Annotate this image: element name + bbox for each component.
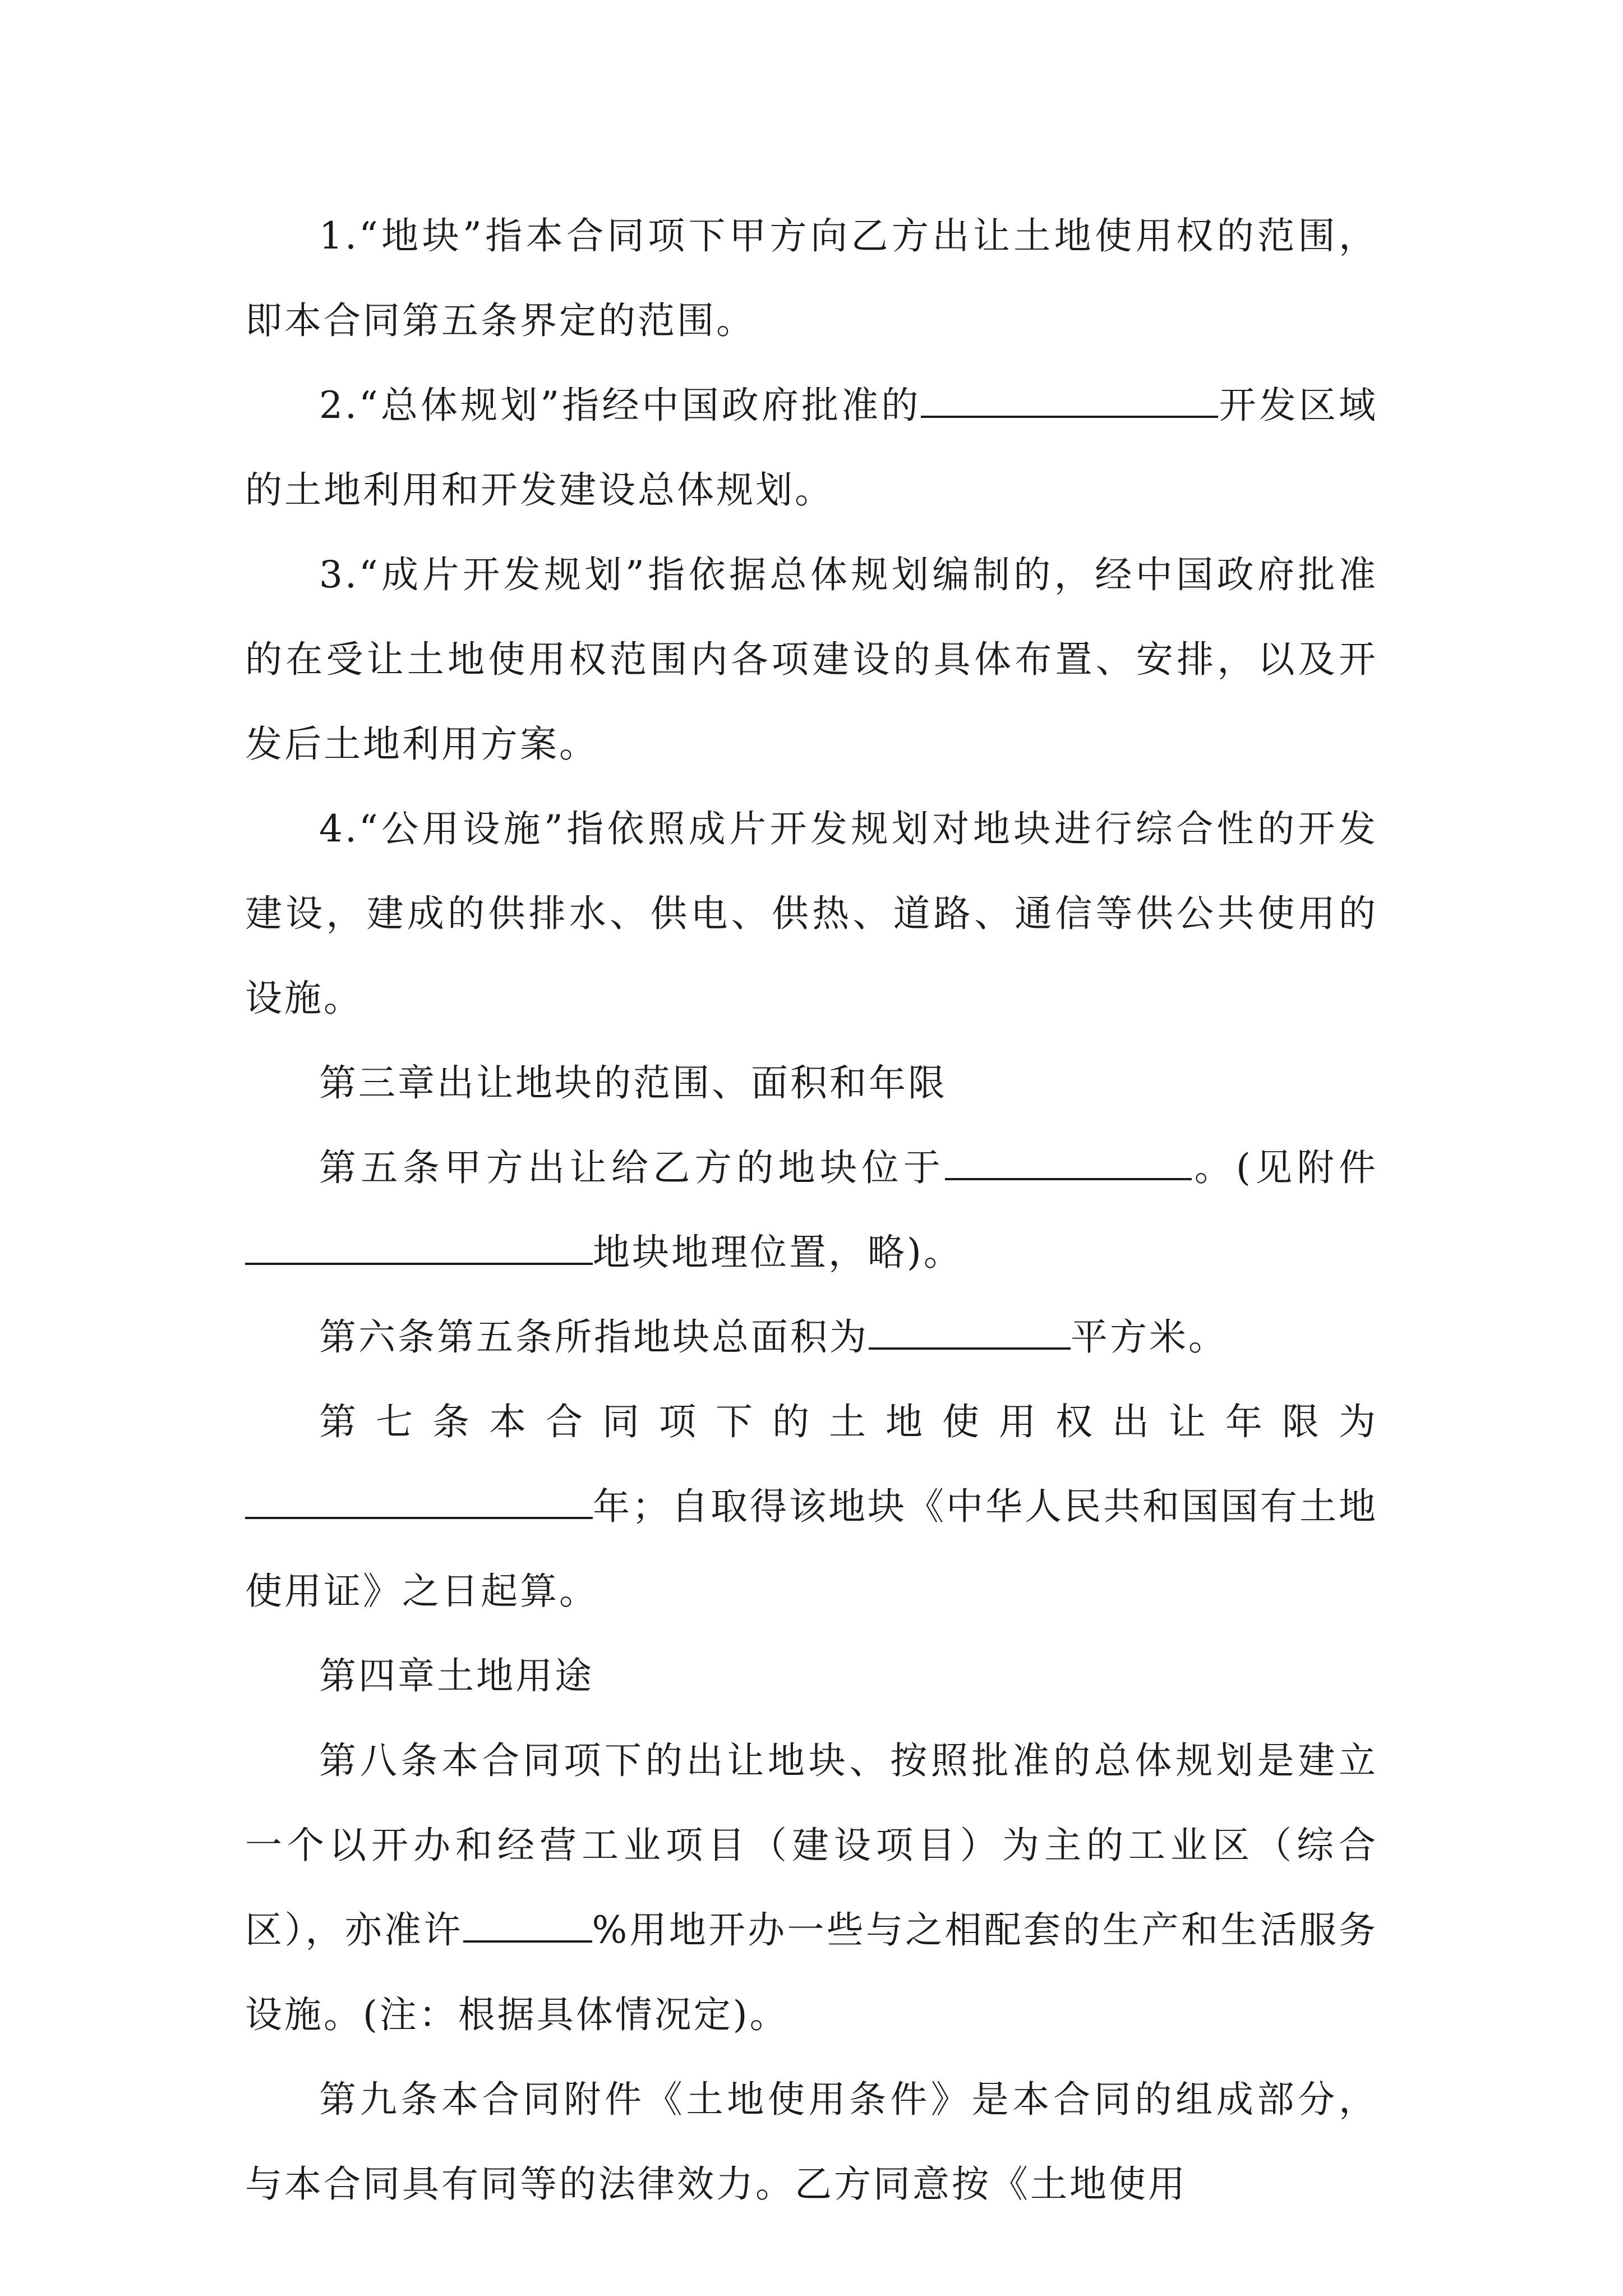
paragraph	[245, 532, 1378, 786]
paragraph	[245, 194, 1378, 363]
paragraph-text: 第七条本合同项下的土地使用权出让年限为	[319, 1400, 1378, 1443]
paragraph-text: 第六条第五条所指地块总面积为	[319, 1315, 869, 1359]
paragraph	[245, 1295, 1378, 1379]
paragraph-text: 平方米。	[1071, 1315, 1228, 1359]
fill-in-blank	[463, 1905, 592, 1943]
paragraph-text: 第八条本合同项下的出让地块、按照批准的总体规划是建立一个以开办和经营工业项目（建设项目）为主的工业区（综合区），亦准许	[245, 1739, 1378, 1952]
paragraph-text: 开发区域的土地利用和开发建设总体规划。	[245, 384, 1378, 512]
fill-in-blank	[869, 1312, 1071, 1350]
fill-in-blank	[945, 1143, 1192, 1180]
fill-in-blank	[921, 380, 1218, 418]
fill-in-blank	[245, 1227, 593, 1265]
paragraph	[245, 1634, 1378, 1718]
paragraph	[245, 363, 1378, 532]
paragraph-text: 2.“总体规划”指经中国政府批准的	[319, 384, 921, 427]
paragraph-text: 。(见附件	[1192, 1146, 1378, 1189]
paragraph	[245, 2057, 1378, 2226]
paragraph	[245, 786, 1378, 1041]
paragraph-text: 第九条本合同附件《土地使用条件》是本合同的组成部分，与本合同具有同等的法律效力。乙方同意按《土地使用	[245, 2078, 1378, 2206]
paragraph	[245, 1125, 1378, 1295]
fill-in-blank	[245, 1481, 593, 1519]
paragraph-text: 地块地理位置，略)。	[593, 1231, 963, 1274]
paragraph-text: 年；自取得该地块《中华人民共和国国有土地使用证》之日起算。	[245, 1485, 1378, 1613]
paragraph-text: 3.“成片开发规划”指依据总体规划编制的，经中国政府批准的在受让土地使用权范围内各项建设的具体布置、安排，以及开发后土地利用方案。	[245, 553, 1378, 766]
paragraph	[245, 1041, 1378, 1125]
paragraph-text: 第三章出让地块的范围、面积和年限	[319, 1061, 947, 1105]
paragraph-text: %用地开办一些与之相配套的生产和生活服务设施。(注：根据具体情况定)。	[245, 1908, 1378, 2036]
paragraph-text: 第五条甲方出让给乙方的地块位于	[319, 1146, 946, 1189]
paragraph-text: 4.“公用设施”指依照成片开发规划对地块进行综合性的开发建设，建成的供排水、供电、供热、道路、通信等供公共使用的设施。	[245, 807, 1378, 1020]
paragraph	[245, 1379, 1378, 1634]
paragraph-text: 1.“地块”指本合同项下甲方向乙方出让土地使用权的范围，即本合同第五条界定的范围。	[245, 214, 1378, 342]
document-body	[245, 194, 1378, 2226]
paragraph-text: 第四章土地用途	[319, 1654, 594, 1697]
paragraph	[245, 1718, 1378, 2057]
